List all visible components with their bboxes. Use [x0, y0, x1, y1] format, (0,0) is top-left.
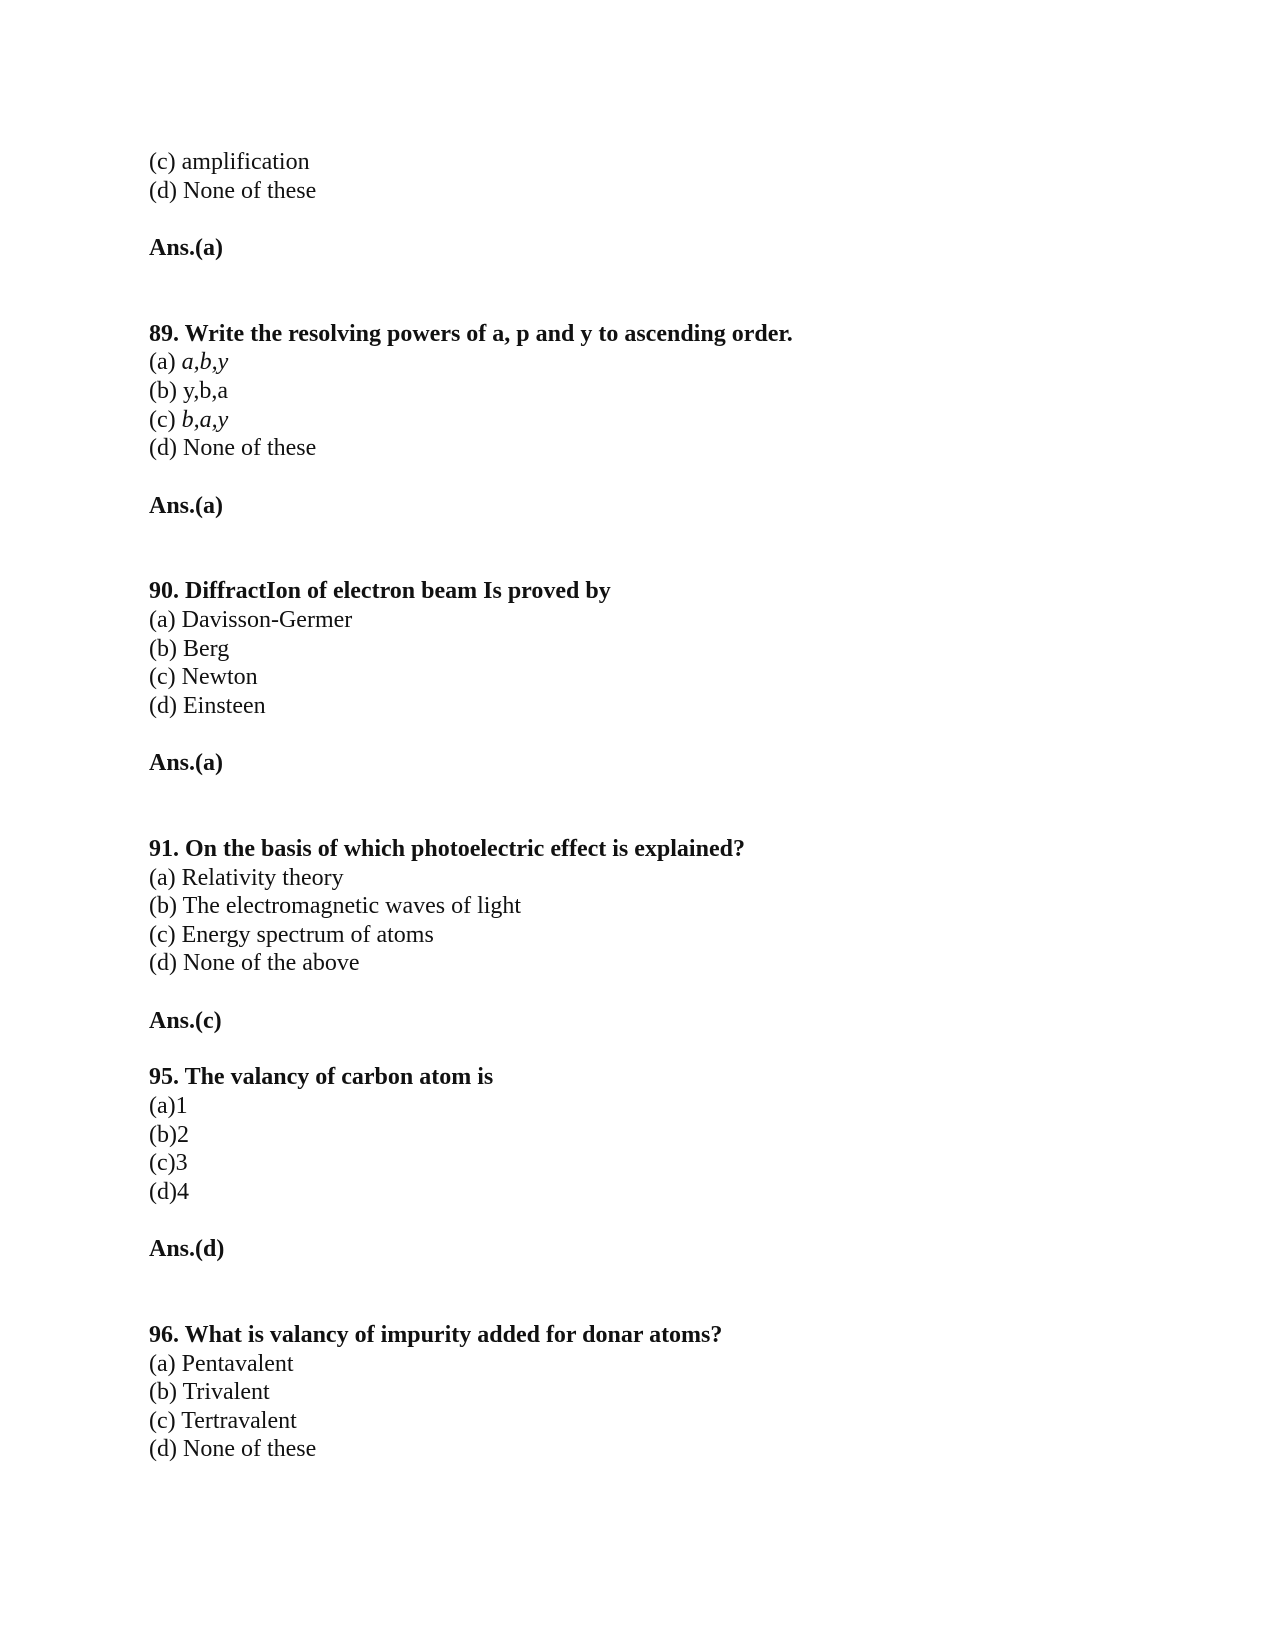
- question-title: 95. The valancy of carbon atom is: [149, 1064, 494, 1091]
- question-title: 91. On the basis of which photoelectric effect is explained?: [149, 835, 745, 862]
- option-a: (a) Relativity theory: [149, 864, 344, 891]
- option-a: (a) Davisson-Germer: [149, 606, 353, 633]
- option-c: (c) Newton: [149, 664, 258, 691]
- option-c: (c) Tertravalent: [149, 1407, 297, 1434]
- answer: Ans.(a): [149, 235, 224, 262]
- option-c: (c) b,a,y: [149, 406, 229, 433]
- option-a: (a) a,b,y: [149, 349, 229, 376]
- option-d: (d)4: [149, 1178, 189, 1205]
- option-b: (b) Berg: [149, 635, 230, 662]
- option-d: (d) None of the above: [149, 950, 360, 977]
- option-b: (b) Trivalent: [149, 1379, 270, 1406]
- answer: Ans.(c): [149, 1007, 222, 1034]
- answer: Ans.(d): [149, 1236, 225, 1263]
- option-d: (d) None of these: [149, 1436, 317, 1463]
- option-a: (a) Pentavalent: [149, 1350, 294, 1377]
- question-title: 96. What is valancy of impurity added for donar atoms?: [149, 1322, 723, 1349]
- option-b: (b)2: [149, 1121, 189, 1148]
- answer: Ans.(a): [149, 492, 224, 519]
- option-b: (b) y,b,a: [149, 377, 229, 404]
- option-a: (a)1: [149, 1093, 188, 1120]
- answer: Ans.(a): [149, 750, 224, 777]
- option-c: (c) Energy spectrum of atoms: [149, 921, 434, 948]
- document-page: [149, 148, 1149, 1464]
- option-c: (c) amplification: [149, 149, 310, 175]
- option-c: (c)3: [149, 1150, 188, 1177]
- option-b: (b) The electromagnetic waves of light: [149, 893, 522, 920]
- question-title: 89. Write the resolving powers of a, p and y to ascending order.: [149, 320, 793, 347]
- option-d: (d) Einsteen: [149, 692, 266, 719]
- question-title: 90. DiffractIon of electron beam Is proved by: [149, 578, 611, 605]
- option-d: (d) None of these: [149, 435, 317, 462]
- option-d: (d) None of these: [149, 177, 317, 204]
